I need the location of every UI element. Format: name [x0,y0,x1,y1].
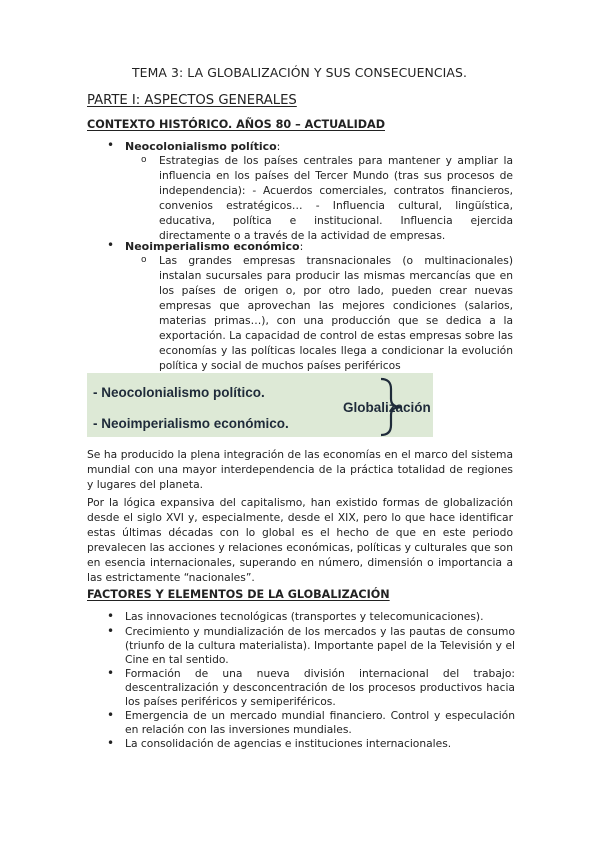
bullet-icon: • [107,736,115,750]
section-heading-context: CONTEXTO HISTÓRICO. AÑOS 80 – ACTUALIDAD [87,118,385,131]
factor-item [107,667,515,710]
sub-bullet-item [141,253,513,373]
figure-line-neocolonialism: - Neocolonialismo político. [93,385,265,400]
bullet-icon: • [107,138,115,152]
bullet-icon: • [107,666,115,680]
factor-item [107,737,515,751]
figure-result-label: Globalización [343,400,431,415]
paragraph: Por la lógica expansiva del capitalismo, han existido formas de globalización desde el siglo XVI y, especialmente, desde el XIX, pero lo que hace identificar estas últimas décadas con lo global es el hecho de que en este periodo prevalecen las acciones y relaciones económicas, políticas y culturales que son en esencia internacionales, superando en número, dimensión o importancia a las estrictamente “nacionales”. [87,496,513,584]
sub-bullet-text: Las grandes empresas transnacionales (o multinacionales) instalan sucursales para producir las mismas mercancías que en los países de origen o, por otro lado, pueden crear nuevas empresas que aprovechan las mejores condiciones (salarios, materias primas…), con una producción que se dedica a la exportación. La capacidad de control de estas empresas sobre las economías y las políticas locales llega a condicionar la evolución política y social de muchos países periféricos [159,254,513,372]
document-title: TEMA 3: LA GLOBALIZACIÓN Y SUS CONSECUENCIAS. [132,65,467,80]
factor-item [107,610,515,624]
bullet-icon: • [107,624,115,638]
bullet-term: Neocolonialismo político [125,140,277,153]
bullet-icon: • [107,609,115,623]
globalization-figure [87,373,433,437]
paragraph: Se ha producido la plena integración de las economías en el marco del sistema mundial con una mayor interdependencia de la práctica totalidad de regiones y lugares del planeta. [87,448,513,491]
factor-text: Crecimiento y mundialización de los mercados y las pautas de consumo (triunfo de la cultura materialista). Importante papel de la Televisión y el Cine en tal sentido. [125,625,515,667]
bullet-icon: • [107,708,115,722]
circle-bullet-icon: o [141,155,147,165]
figure-line-neoimperialism: - Neoimperialismo económico. [93,416,289,431]
factor-text: Emergencia de un mercado mundial financiero. Control y especulación en relación con las inversiones mundiales. [125,709,515,737]
sub-bullet-text: Estrategias de los países centrales para mantener y ampliar la influencia en los países del Tercer Mundo (tras sus procesos de independencia): - Acuerdos comerciales, contratos financieros, convenios estratégicos… - Influencia cultural, lingüística, educativa, política e institucional. Influencia ejercida directamente o a través de la actividad de empresas. [159,154,513,242]
section-heading-factors: FACTORES Y ELEMENTOS DE LA GLOBALIZACIÓN [87,588,390,601]
part-heading: PARTE I: ASPECTOS GENERALES [87,93,297,108]
sub-bullet-item [141,153,513,243]
bullet-term: Neoimperialismo económico [125,240,300,253]
circle-bullet-icon: o [141,255,147,265]
factor-text: La consolidación de agencias e instituciones internacionales. [125,737,452,750]
factor-text: Formación de una nueva división internacional del trabajo: descentralización y desconcentración de los procesos productivos hacia los países periféricos y semiperiféricos. [125,667,515,709]
factor-text: Las innovaciones tecnológicas (transportes y telecomunicaciones). [125,610,484,623]
bullet-icon: • [107,238,115,252]
bullet-item: • Neoimperialismo económico: [107,238,304,253]
factor-item [107,709,515,737]
factor-item [107,625,515,668]
bullet-item: • Neocolonialismo político: [107,138,281,153]
